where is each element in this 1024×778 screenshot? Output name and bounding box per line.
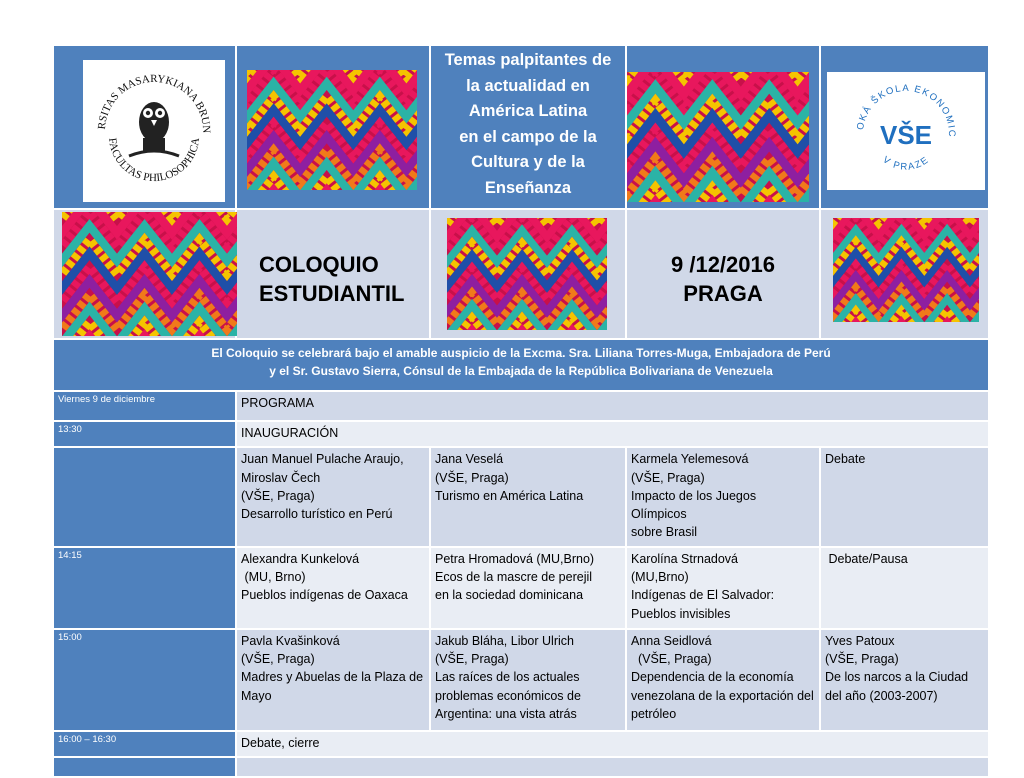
event-city-text: PRAGA — [683, 281, 763, 306]
closing-label: Debate, cierre — [241, 735, 320, 750]
title-line: América Latina — [468, 102, 588, 120]
talk-cell — [236, 629, 430, 731]
talk-cell — [626, 547, 820, 629]
talk-line: (VŠE, Praga) — [241, 488, 315, 503]
talk-line: (VŠE, Praga) — [435, 652, 509, 667]
empty-cell — [236, 757, 989, 777]
talk-line: del año (2003-2007) — [825, 688, 938, 703]
university-logo — [83, 60, 225, 202]
notice-line: y el Sr. Gustavo Sierra, Cónsul de la Embajada de la República Bolivariana de Venezuela — [269, 364, 773, 378]
talk-line: Argentina: una vista atrás — [435, 706, 577, 721]
weave-cell-3 — [53, 209, 236, 339]
weave-cell-4 — [430, 209, 626, 339]
vse-ring-bottom: V PRAZE — [880, 154, 932, 173]
talk-line: Madres y Abuelas de la Plaza de — [241, 670, 424, 685]
talk-line: Karmela Yelemesová — [631, 452, 749, 467]
logo-ring-bottom: FACULTAS PHILOSOPHICA — [105, 137, 203, 185]
program-sheet — [52, 44, 988, 778]
title-line: la actualidad en — [466, 76, 590, 95]
time-cell — [53, 547, 236, 629]
talk-line: Pavla Kvašinková — [241, 633, 340, 648]
talk-line: Turismo en América Latina — [435, 488, 584, 503]
talk-line: venezolana de la exportación del — [631, 688, 814, 703]
event-name-line: ESTUDIANTIL — [259, 281, 405, 306]
time-label: 13:30 — [58, 424, 82, 435]
day-label: Viernes 9 de diciembre — [58, 394, 155, 405]
talk-line: Ecos de la mascre de perejil — [435, 570, 593, 585]
talk-cell — [430, 547, 626, 629]
weave-cell-5 — [820, 209, 989, 339]
notice-line: El Coloquio se celebrará bajo el amable auspicio de la Excma. Sra. Liliana Torres-Muga, Embajadora de Perú — [211, 346, 831, 360]
program-table — [52, 44, 990, 778]
talk-cell — [430, 629, 626, 731]
talk-line: Pueblos indígenas de Oaxaca — [241, 588, 408, 603]
event-name-cell — [236, 209, 430, 339]
opening-label: INAUGURACIÓN — [241, 426, 339, 440]
talk-line: petróleo — [631, 706, 677, 721]
talk-line: De los narcos a la Ciudad — [825, 670, 969, 685]
talk-line: Las raíces de los actuales — [435, 670, 580, 685]
empty-time-cell — [53, 757, 236, 777]
talk-line: (VŠE, Praga) — [241, 652, 315, 667]
time-cell — [53, 421, 236, 447]
talk-line: Indígenas de El Salvador: — [631, 588, 775, 603]
talk-line: (VŠE, Praga) — [631, 652, 712, 667]
owl-seal-icon — [83, 60, 225, 202]
talk-line: (VŠE, Praga) — [631, 470, 705, 485]
program-heading-cell — [236, 391, 989, 421]
vse-center-text: VŠE — [879, 120, 933, 150]
talk-cell — [626, 447, 820, 546]
talk-cell — [236, 547, 430, 629]
talk-line: Anna Seidlová — [631, 633, 712, 648]
talk-line: (VŠE, Praga) — [825, 652, 899, 667]
talk-cell — [430, 447, 626, 546]
talk-line: Debate — [825, 452, 866, 467]
talk-line: Yves Patoux — [825, 633, 895, 648]
time-label — [54, 448, 235, 450]
talk-line: sobre Brasil — [631, 525, 697, 540]
title-line: Enseñanza — [484, 178, 572, 197]
vse-ring-top: OKÁ ŠKOLA EKONOMIC — [855, 82, 958, 139]
opening-cell — [236, 421, 989, 447]
time-cell — [53, 629, 236, 731]
program-heading: PROGRAMA — [241, 396, 314, 410]
talk-line: (MU, Brno) — [241, 570, 306, 585]
weave-cell-2 — [626, 45, 820, 209]
title-line: Cultura y de la — [471, 153, 585, 171]
right-logo-cell — [820, 45, 989, 209]
talk-line: Impacto de los Juegos Olímpicos — [631, 488, 757, 522]
talk-line: Petra Hromadová (MU,Brno) — [435, 551, 595, 566]
svg-text:V PRAZE — [881, 154, 932, 172]
event-date — [627, 210, 819, 308]
textile-pattern-image — [62, 212, 238, 336]
time-cell — [53, 447, 236, 546]
vse-logo — [827, 72, 985, 190]
event-date-text: 9 /12/2016 — [671, 252, 775, 277]
event-name-line: COLOQUIO — [259, 252, 379, 277]
talk-line: (MU,Brno) — [631, 570, 689, 585]
textile-pattern-image — [627, 72, 809, 202]
talk-line: (VŠE, Praga) — [435, 470, 509, 485]
day-cell — [53, 391, 236, 421]
talk-line: Alexandra Kunkelová — [241, 551, 360, 566]
talk-line: Pueblos invisibles — [631, 606, 731, 621]
talk-line: Dependencia de la economía — [631, 670, 794, 685]
time-cell — [53, 731, 236, 757]
weave-cell-1 — [236, 45, 430, 209]
vse-seal-icon — [827, 72, 985, 190]
talk-line: Desarrollo turístico en Perú — [241, 507, 393, 522]
talk-cell — [626, 629, 820, 731]
talk-cell — [820, 629, 989, 731]
logo-ring-top: RSITAS MASARYKIANA BRUN — [95, 72, 213, 134]
title-cell — [430, 45, 626, 209]
textile-pattern-image — [833, 218, 979, 322]
left-logo-cell — [53, 45, 236, 209]
patronage-notice-cell — [53, 339, 989, 391]
textile-pattern-image — [447, 218, 607, 330]
closing-cell — [236, 731, 989, 757]
talk-line: en la sociedad dominicana — [435, 588, 584, 603]
talk-line: Miroslav Čech — [241, 470, 321, 485]
date-cell — [626, 209, 820, 339]
talk-cell — [236, 447, 430, 546]
talk-line: Mayo — [241, 688, 272, 703]
time-label: 16:00 – 16:30 — [58, 733, 117, 745]
title-line: en el campo de la — [459, 127, 597, 146]
time-label: 15:00 — [58, 631, 82, 643]
talk-cell — [820, 547, 989, 629]
talk-cell — [820, 447, 989, 546]
event-name — [237, 210, 429, 308]
patronage-notice — [54, 340, 988, 390]
talk-line: Jakub Bláha, Libor Ulrich — [435, 633, 574, 648]
time-label: 14:15 — [58, 549, 82, 561]
talk-line: Jana Veselá — [435, 452, 504, 467]
talk-line: problemas económicos de — [435, 688, 581, 703]
textile-pattern-image — [247, 70, 417, 190]
conference-title — [431, 46, 625, 201]
talk-line: Debate/Pausa — [825, 551, 908, 566]
talk-line: Juan Manuel Pulache Araujo, — [241, 452, 404, 467]
talk-line: Karolína Strnadová — [631, 551, 739, 566]
title-line: Temas palpitantes de — [444, 51, 612, 69]
